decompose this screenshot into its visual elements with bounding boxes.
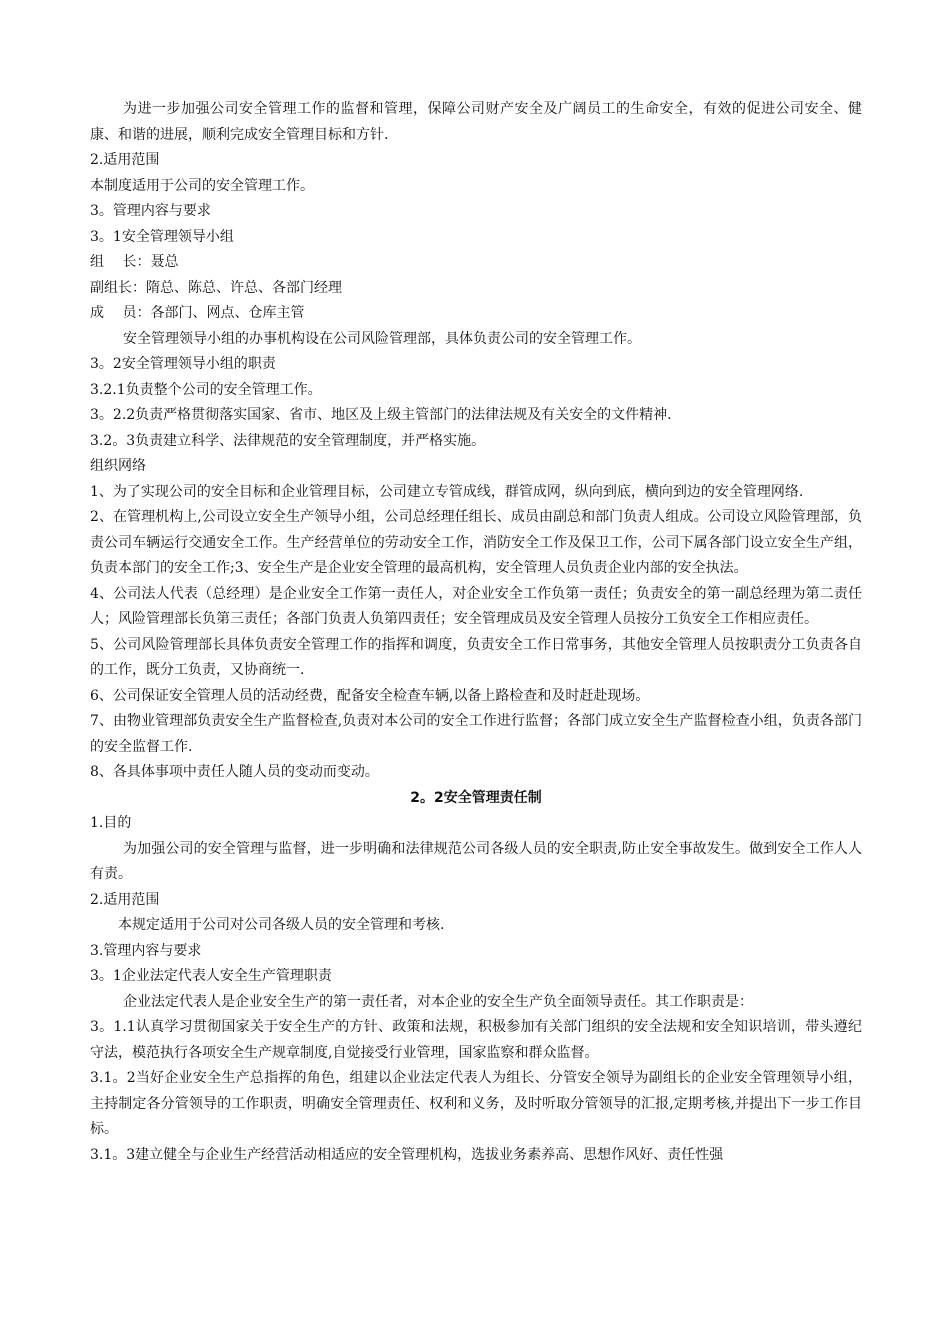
- paragraph: 为加强公司的安全管理与监督，进一步明确和法律规范公司各级人员的安全职责,防止安全事故发生。做到安全工作人人有责。: [90, 840, 862, 882]
- document-body: [90, 97, 862, 1168]
- paragraph: 副组长：隋总、陈总、许总、各部门经理: [90, 279, 342, 296]
- paragraph: 3。1企业法定代表人安全生产管理职责: [90, 968, 332, 984]
- paragraph: 2.适用范围: [90, 891, 160, 908]
- paragraph: 8、各具体事项中责任人随人员的变动而变动。: [90, 764, 379, 780]
- paragraph: 企业法定代表人是企业安全生产的第一责任者，对本企业的安全生产负全面领导责任。其工作职责是：: [123, 993, 753, 1010]
- paragraph: 5、公司风险管理部长具体负责安全管理工作的指挥和调度，负责安全工作日常事务，其他安全管理人员按职责分工负责各自的工作，既分工负责，又协商统一.: [90, 636, 862, 678]
- paragraph: 3.1。2当好企业安全生产总指挥的角色，组建以企业法定代表人为组长、分管安全领导为副组长的企业安全管理领导小组，主持制定各分管领导的工作职责，明确安全管理责任、权利和义务，及时听取分管领导的汇报,定期考核,并提出下一步工作目标。: [90, 1070, 862, 1137]
- paragraph: 1、为了实现公司的安全目标和企业管理目标，公司建立专管成线，群管成网，纵向到底，横向到边的安全管理网络.: [90, 483, 804, 500]
- paragraph: 本规定适用于公司对公司各级人员的安全管理和考核.: [118, 917, 445, 933]
- paragraph: 2.适用范围: [90, 152, 160, 168]
- paragraph: 1.目的: [90, 815, 132, 831]
- paragraph: 3。管理内容与要求: [90, 203, 211, 219]
- paragraph: 3.1。3建立健全与企业生产经营活动相适应的安全管理机构，选拔业务素养高、思想作风好、责任性强: [90, 1146, 724, 1163]
- paragraph: 本制度适用于公司的安全管理工作。: [90, 177, 314, 194]
- paragraph: 为进一步加强公司安全管理工作的监督和管理，保障公司财产安全及广阔员工的生命安全，有效的促进公司安全、健康、和谐的进展，顺利完成安全管理目标和方针.: [90, 101, 862, 143]
- paragraph: 成 员：各部门、网点、仓库主管: [90, 305, 305, 321]
- paragraph: 3.管理内容与要求: [90, 942, 202, 959]
- paragraph: 3。1安全管理领导小组: [90, 228, 234, 245]
- paragraph: 组 长：聂总: [90, 254, 179, 270]
- paragraph: 3。2.2负责严格贯彻落实国家、省市、地区及上级主管部门的法律法规及有关安全的文件精神.: [90, 407, 672, 423]
- paragraph: 3。1.1认真学习贯彻国家关于安全生产的方针、政策和法规，积极参加有关部门组织的安全法规和安全知识培训，带头遵纪守法，模范执行各项安全生产规章制度,自觉接受行业管理，国家监察和群众监督。: [90, 1019, 862, 1061]
- paragraph: 3.2.1负责整个公司的安全管理工作。: [90, 381, 322, 398]
- paragraph: 安全管理领导小组的办事机构设在公司风险管理部，具体负责公司的安全管理工作。: [123, 330, 641, 347]
- paragraph: 7、由物业管理部负责安全生产监督检查,负责对本公司的安全工作进行监督；各部门成立安全生产监督检查小组，负责各部门的安全监督工作.: [90, 713, 862, 755]
- paragraph: 2、在管理机构上,公司设立安全生产领导小组，公司总经理任组长、成员由副总和部门负责人组成。公司设立风险管理部，负责公司车辆运行交通安全工作。生产经营单位的劳动安全工作，消防安全工作及保卫工作，公司下属各部门设立安全生产组，负责本部门的安全工作;3、安全生产是企业安全管理的最高机构，安全管理人员负责企业内部的安全执法。: [90, 509, 862, 576]
- paragraph: 6、公司保证安全管理人员的活动经费，配备安全检查车辆,以备上路检查和及时赶赴现场。: [90, 687, 650, 704]
- paragraph: 3.2。3负责建立科学、法律规范的安全管理制度，并严格实施。: [90, 432, 486, 449]
- section-heading: 2。2安全管理责任制: [410, 789, 542, 806]
- paragraph: 组织网络: [90, 458, 146, 474]
- paragraph: 4、公司法人代表（总经理）是企业安全工作第一责任人，对企业安全工作负第一责任；负责安全的第一副总经理为第二责任人；风险管理部长负第三责任；各部门负责人负第四责任；安全管理成员及安全管理人员按分工负安全工作相应责任。: [90, 585, 862, 627]
- paragraph: 3。2安全管理领导小组的职责: [90, 356, 276, 372]
